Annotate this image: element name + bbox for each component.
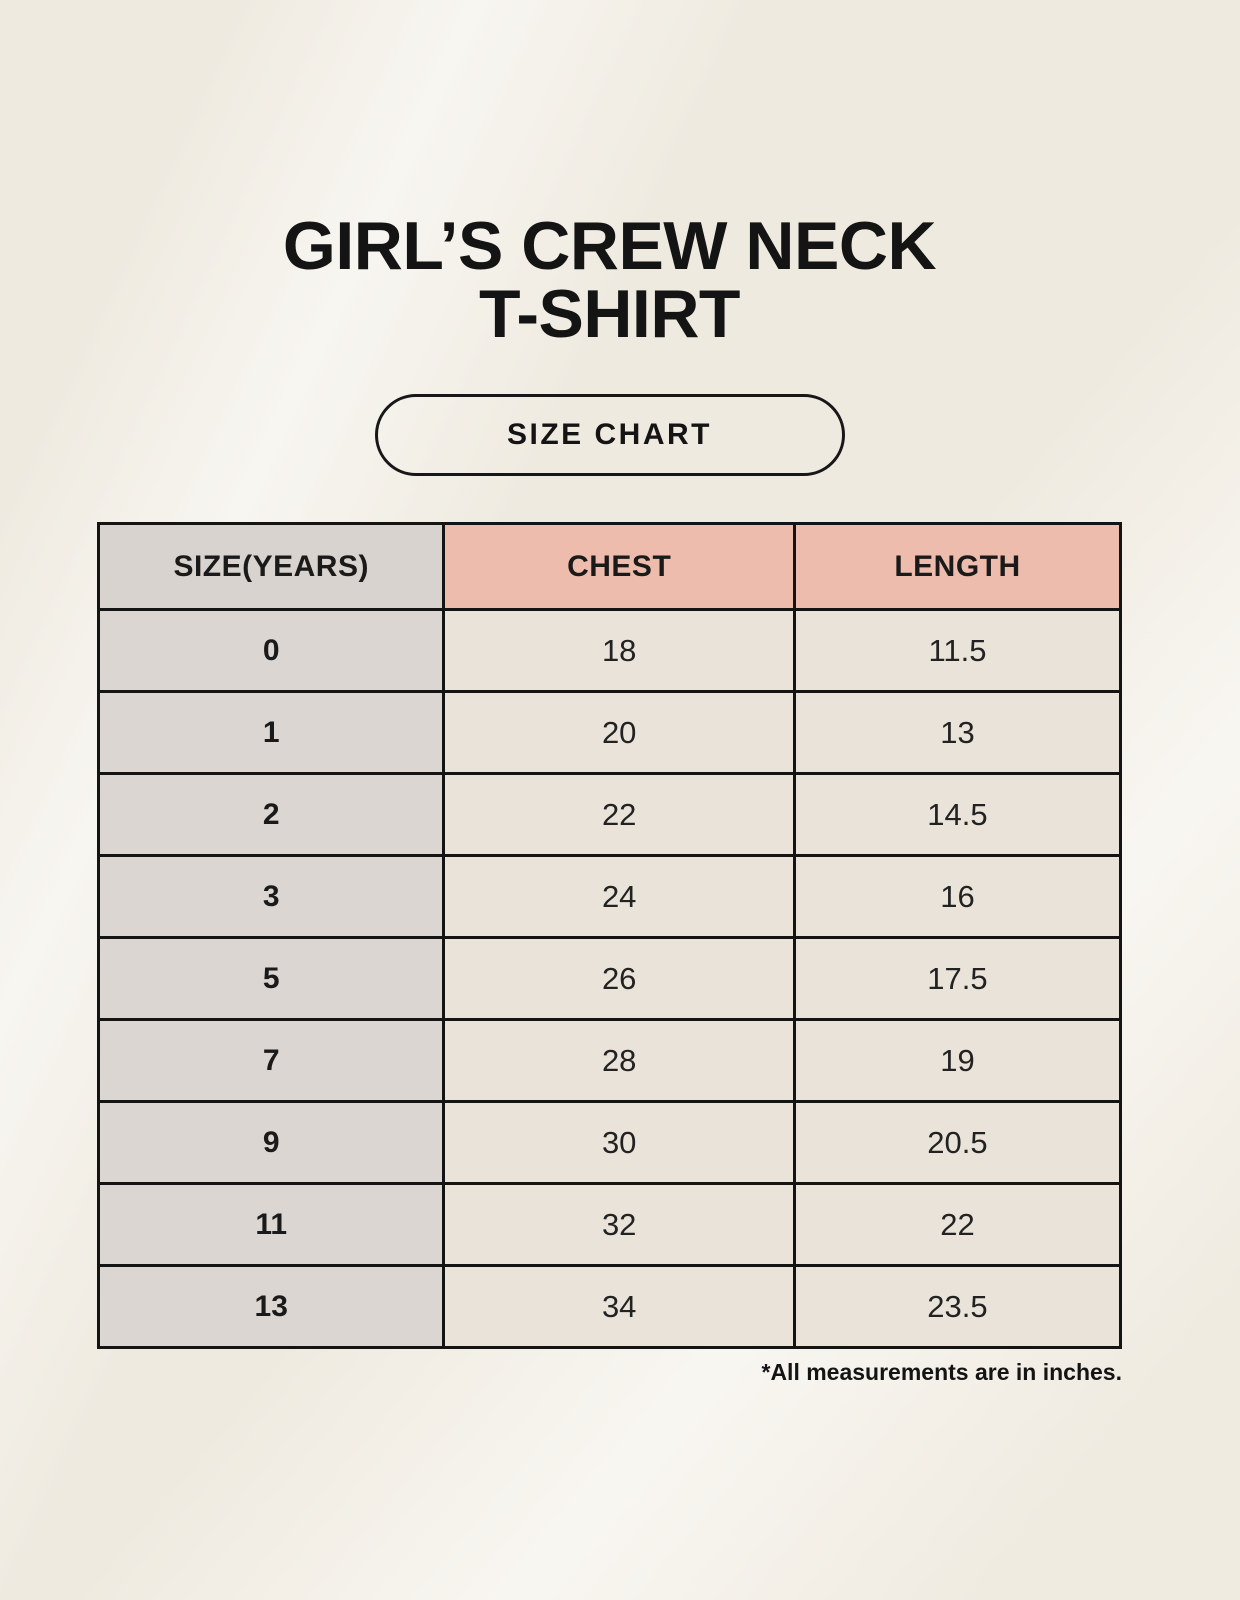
content-container [97, 0, 1122, 1386]
chest-cell: 22 [444, 774, 795, 856]
length-cell: 19 [794, 1020, 1120, 1102]
chest-cell: 30 [444, 1102, 795, 1184]
size-cell: 7 [99, 1020, 444, 1102]
table-header-row [99, 524, 1121, 610]
length-cell: 13 [794, 692, 1120, 774]
table-row [99, 1184, 1121, 1266]
product-title [97, 208, 1122, 352]
size-chart-badge[interactable] [375, 394, 845, 476]
length-cell: 23.5 [794, 1266, 1120, 1348]
size-cell: 5 [99, 938, 444, 1020]
chest-cell: 20 [444, 692, 795, 774]
table-row [99, 774, 1121, 856]
size-cell: 0 [99, 610, 444, 692]
chest-cell: 26 [444, 938, 795, 1020]
table-row [99, 938, 1121, 1020]
column-header-length: LENGTH [794, 524, 1120, 610]
product-title-line1: GIRL’S CREW NECK [282, 208, 937, 284]
table-row [99, 1102, 1121, 1184]
length-cell: 14.5 [794, 774, 1120, 856]
table-row [99, 610, 1121, 692]
length-cell: 20.5 [794, 1102, 1120, 1184]
table-row [99, 1020, 1121, 1102]
product-title-line2: T-SHIRT [479, 276, 740, 352]
size-chart-table [97, 522, 1122, 1349]
size-cell: 1 [99, 692, 444, 774]
chest-cell: 18 [444, 610, 795, 692]
chest-cell: 34 [444, 1266, 795, 1348]
measurements-footnote: *All measurements are in inches. [761, 1359, 1122, 1385]
chest-cell: 28 [444, 1020, 795, 1102]
length-cell: 11.5 [794, 610, 1120, 692]
length-cell: 22 [794, 1184, 1120, 1266]
size-cell: 11 [99, 1184, 444, 1266]
column-header-size-years: SIZE(YEARS) [99, 524, 444, 610]
table-row [99, 1266, 1121, 1348]
size-cell: 9 [99, 1102, 444, 1184]
size-cell: 2 [99, 774, 444, 856]
size-table-body [99, 610, 1121, 1348]
table-row [99, 692, 1121, 774]
chest-cell: 32 [444, 1184, 795, 1266]
length-cell: 16 [794, 856, 1120, 938]
length-cell: 17.5 [794, 938, 1120, 1020]
size-cell: 13 [99, 1266, 444, 1348]
size-chart-badge-label: SIZE CHART [507, 418, 712, 451]
chest-cell: 24 [444, 856, 795, 938]
column-header-chest: CHEST [444, 524, 795, 610]
table-row [99, 856, 1121, 938]
size-cell: 3 [99, 856, 444, 938]
